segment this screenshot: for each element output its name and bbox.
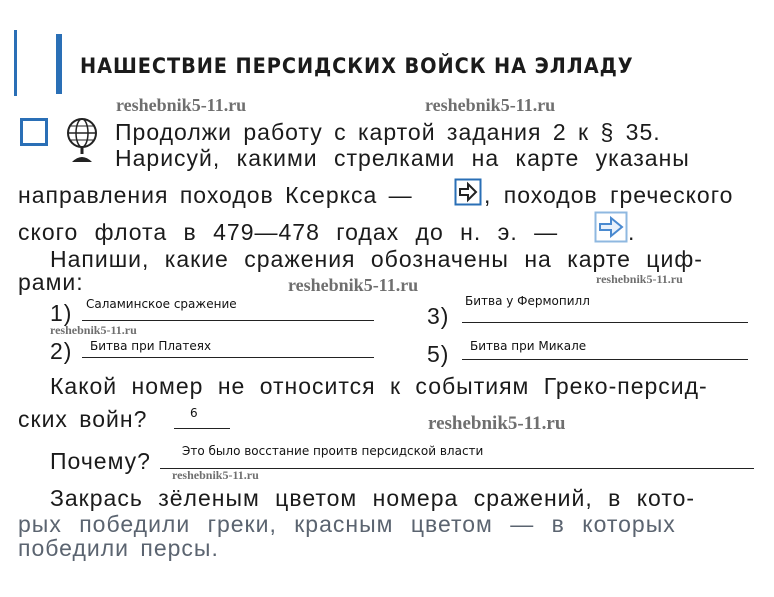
- globe-icon: [64, 116, 100, 164]
- task-line-3b: , походов греческого: [484, 182, 734, 208]
- watermark: reshebnik5-11.ru: [116, 95, 247, 115]
- arrow-right-hollow-icon: [594, 211, 628, 243]
- question-why: Почему?: [50, 448, 151, 474]
- answer-not-related: 6: [190, 406, 198, 420]
- battle-number: 1): [50, 300, 73, 326]
- watermark: reshebnik5-11.ru: [596, 272, 683, 286]
- final-line-3: победили персы.: [18, 535, 219, 561]
- answer-why: Это было восстание проитв персидской власти: [182, 444, 484, 458]
- watermark: reshebnik5-11.ru: [50, 323, 137, 337]
- answer-line: [82, 320, 374, 321]
- watermark: reshebnik5-11.ru: [425, 95, 556, 115]
- answer-line: [160, 468, 754, 469]
- task-line-2: Нарисуй, какими стрелками на карте указаны: [115, 145, 690, 171]
- watermark: reshebnik5-11.ru: [172, 468, 259, 482]
- margin-bar: [56, 34, 62, 94]
- question-number-line-2: ских войн?: [18, 406, 148, 432]
- answer-line: [174, 428, 230, 429]
- task-line-4a: ского флота в 479—478 годах до н. э. —: [18, 219, 559, 245]
- battle-answer: Битва при Платеях: [90, 339, 212, 353]
- task-line-1: Продолжи работу с картой задания 2 к § 35.: [115, 119, 661, 145]
- battle-answer: Битва при Микале: [470, 339, 587, 353]
- task-line-6: рами:: [18, 269, 84, 295]
- question-number-line-1: Какой номер не относится к событиям Греко-персид-: [50, 373, 708, 399]
- final-line-2: рых победили греки, красным цветом — в которых: [18, 511, 676, 537]
- task-line-5: Напиши, какие сражения обозначены на карте циф-: [50, 246, 703, 272]
- battle-number: 3): [427, 303, 450, 329]
- final-line-1: Закрась зёленым цветом номера сражений, в кото-: [50, 485, 696, 511]
- battle-number: 5): [427, 341, 450, 367]
- task-line-3a: направления походов Ксеркса —: [18, 182, 413, 208]
- watermark: reshebnik5-11.ru: [288, 275, 419, 295]
- checkbox-square: [20, 118, 48, 146]
- battle-number: 2): [50, 338, 73, 364]
- watermark: reshebnik5-11.ru: [428, 413, 566, 434]
- task-line-4b: .: [628, 219, 636, 245]
- margin-bracket-top: [14, 30, 59, 96]
- arrow-right-outline-icon: [454, 178, 482, 206]
- answer-line: [82, 357, 374, 358]
- answer-line: [462, 322, 748, 323]
- answer-line: [462, 359, 748, 360]
- battle-answer: Битва у Фермопилл: [465, 294, 590, 308]
- battle-answer: Саламинское сражение: [86, 297, 237, 311]
- page-title: НАШЕСТВИЕ ПЕРСИДСКИХ ВОЙСК НА ЭЛЛАДУ: [80, 54, 634, 78]
